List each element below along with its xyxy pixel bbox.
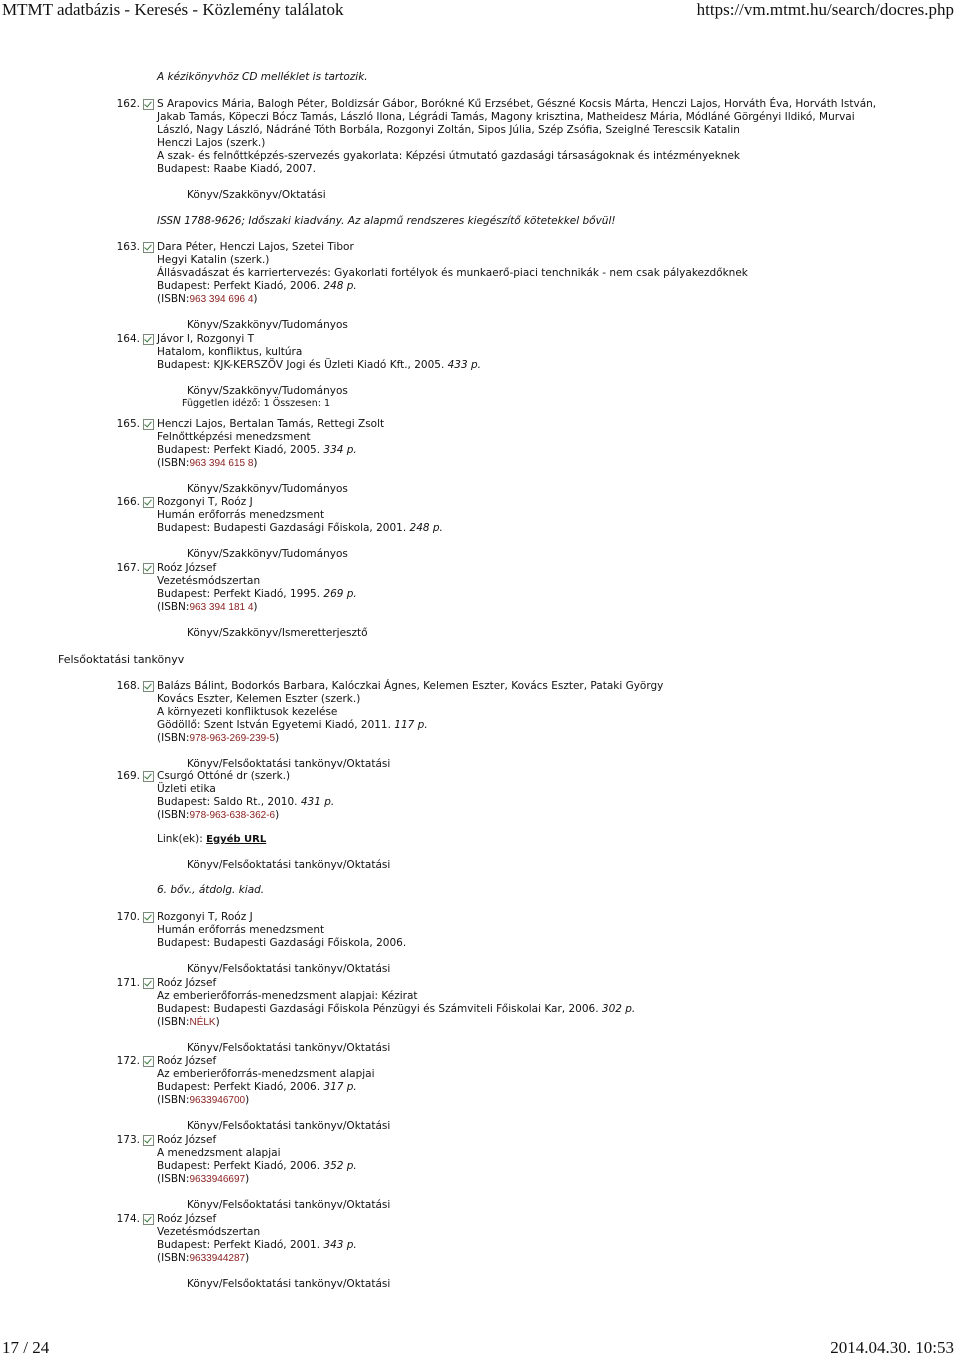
section-heading: Felsőoktatási tankönyv (58, 653, 185, 666)
entry-publisher: Gödöllő: Szent István Egyetemi Kiadó, 2011. 117 p. (157, 719, 428, 731)
entry-authors: S Arapovics Mária, Balogh Péter, Boldizsár Gábor, Borókné Kű Erzsébet, Gészné Kocsis Márta, Henczi Lajos, Horváth Éva, Horváth István, Jakab Tamás, Köpeczi Bócz Tamás, László Ilona, Légrádi Tamás, Magony krisztina, Matheidesz Mária, Módláné Görgényi Ildikó, Murvai László, Nagy László, Nádráné Tóth Borbála, Rozgonyi Zoltán, Sipos Júlia, Szép Zsófia, Szeiglné Terescsik Katalin (157, 98, 877, 136)
entry-category: Könyv/Felsőoktatási tankönyv/Oktatási (187, 859, 391, 871)
entry-category: Könyv/Szakkönyv/Tudományos (187, 385, 348, 397)
entry-pages: 317 p. (323, 1081, 357, 1093)
entry-publisher: Budapest: Budapesti Gazdasági Főiskola Pénzügyi és Számviteli Főiskolai Kar, 2006. 302 p. (157, 1003, 636, 1015)
page-counter: 17 / 24 (2, 1338, 50, 1357)
entry-authors: Rozgonyi T, Roóz J (157, 911, 253, 923)
select-checkbox[interactable] (143, 563, 154, 574)
entry-isbn: (ISBN:978-963-638-362-6) (157, 809, 280, 821)
select-checkbox[interactable] (143, 681, 154, 692)
entry-number: 167. (116, 562, 140, 574)
select-checkbox[interactable] (143, 419, 154, 430)
entry-category: Könyv/Felsőoktatási tankönyv/Oktatási (187, 1042, 391, 1054)
entry-pages: 334 p. (323, 444, 357, 456)
select-checkbox[interactable] (143, 497, 154, 508)
entry-isbn: (ISBN:9633946700) (157, 1094, 250, 1106)
entry-note: ISSN 1788-9626; Időszaki kiadvány. Az alapmű rendszeres kiegészítő kötetekkel bővül! (157, 215, 616, 227)
entry-category: Könyv/Szakkönyv/Tudományos (187, 319, 348, 331)
entry-pages: 343 p. (323, 1239, 357, 1251)
entry-pages: 248 p. (409, 522, 443, 534)
entry-publisher: Budapest: Perfekt Kiadó, 1995. 269 p. (157, 588, 357, 600)
entry-editor: Hegyi Katalin (szerk.) (157, 254, 270, 266)
entry-publisher: Budapest: Perfekt Kiadó, 2006. 352 p. (157, 1160, 357, 1172)
entry-category: Könyv/Felsőoktatási tankönyv/Oktatási (187, 963, 391, 975)
other-url-link[interactable]: Egyéb URL (206, 834, 267, 845)
entry-editor: Kovács Eszter, Kelemen Eszter (szerk.) (157, 693, 361, 705)
entry-category: Könyv/Felsőoktatási tankönyv/Oktatási (187, 1199, 391, 1211)
entry-publisher: Budapest: Perfekt Kiadó, 2006. 317 p. (157, 1081, 357, 1093)
entry-authors: Roóz József (157, 1134, 217, 1146)
entry-title: Vezetésmódszertan (157, 575, 261, 587)
entry-note: 6. bőv., átdolg. kiad. (157, 884, 265, 896)
entry-title: Felnőttképzési menedzsment (157, 431, 311, 443)
entry-isbn: (ISBN:9633944287) (157, 1252, 250, 1264)
entry-publisher: Budapest: Budapesti Gazdasági Főiskola, 2006. (157, 937, 407, 949)
entry-authors: Jávor I, Rozgonyi T (157, 333, 254, 345)
entry-isbn: (ISBN:978-963-269-239-5) (157, 732, 280, 744)
citation-count: Független idéző: 1 Összesen: 1 (182, 398, 331, 409)
entry-authors: Roóz József (157, 1055, 217, 1067)
select-checkbox[interactable] (143, 99, 154, 110)
entry-authors: Henczi Lajos, Bertalan Tamás, Rettegi Zsolt (157, 418, 385, 430)
entry-publisher: Budapest: Perfekt Kiadó, 2005. 334 p. (157, 444, 357, 456)
print-footer (0, 1338, 960, 1362)
entry-isbn: (ISBN:963 394 615 8) (157, 457, 258, 469)
entry-pages: 117 p. (394, 719, 428, 731)
entry-number: 170. (116, 911, 140, 923)
entry-title: Az emberierőforrás-menedzsment alapjai: Kézirat (157, 990, 418, 1002)
select-checkbox[interactable] (143, 912, 154, 923)
entry-pages: 269 p. (323, 588, 357, 600)
entry-title: Humán erőforrás menedzsment (157, 509, 325, 521)
print-header (0, 0, 960, 24)
page-url: https://vm.mtmt.hu/search/docres.php (696, 0, 954, 19)
entry-title: Humán erőforrás menedzsment (157, 924, 325, 936)
entry-authors: Roóz József (157, 562, 217, 574)
entry-category: Könyv/Felsőoktatási tankönyv/Oktatási (187, 758, 391, 770)
entry-number: 164. (116, 333, 140, 345)
entry-title: A szak- és felnőttképzés-szervezés gyakorlata: Képzési útmutató gazdasági társaságoknak és intézményeknek (157, 150, 740, 162)
entry-number: 172. (116, 1055, 140, 1067)
select-checkbox[interactable] (143, 1135, 154, 1146)
select-checkbox[interactable] (143, 334, 154, 345)
entry-isbn: (ISBN:9633946697) (157, 1173, 250, 1185)
previous-entry-note: A kézikönyvhöz CD melléklet is tartozik. (157, 71, 368, 83)
entry-title: A környezeti konfliktusok kezelése (157, 706, 338, 718)
select-checkbox[interactable] (143, 242, 154, 253)
entry-number: 174. (116, 1213, 140, 1225)
entry-publisher: Budapest: Perfekt Kiadó, 2006. 248 p. (157, 280, 357, 292)
entry-links: Link(ek): Egyéb URL (157, 833, 267, 845)
entry-publisher: Budapest: Perfekt Kiadó, 2001. 343 p. (157, 1239, 357, 1251)
entry-isbn: (ISBN:NÉLK) (157, 1016, 220, 1028)
entry-authors: Csurgó Ottóné dr (szerk.) (157, 770, 291, 782)
entry-category: Könyv/Szakkönyv/Ismeretterjesztő (187, 627, 368, 639)
entry-pages: 431 p. (300, 796, 335, 808)
entry-publisher: Budapest: Saldo Rt., 2010. 431 p. (157, 796, 335, 808)
entry-number: 171. (116, 977, 140, 989)
entry-isbn: (ISBN:963 394 181 4) (157, 601, 258, 613)
entry-authors: Roóz József (157, 1213, 217, 1225)
entry-number: 165. (116, 418, 140, 430)
entry-number: 173. (116, 1134, 140, 1146)
entry-title: Az emberierőforrás-menedzsment alapjai (157, 1068, 375, 1080)
entry-category: Könyv/Szakkönyv/Oktatási (187, 189, 326, 201)
entry-pages: 352 p. (323, 1160, 357, 1172)
entry-pages: 248 p. (323, 280, 357, 292)
entry-category: Könyv/Felsőoktatási tankönyv/Oktatási (187, 1120, 391, 1132)
entry-authors: Roóz József (157, 977, 217, 989)
entry-title: Hatalom, konfliktus, kultúra (157, 346, 303, 358)
entry-number: 163. (116, 241, 140, 253)
entry-number: 162. (116, 98, 140, 110)
entry-category: Könyv/Felsőoktatási tankönyv/Oktatási (187, 1278, 391, 1290)
entry-title: A menedzsment alapjai (157, 1147, 281, 1159)
entry-title: Állásvadászat és karriertervezés: Gyakorlati fortélyok és munkaerő-piaci tenchnikák - nem csak pályakezdőknek (157, 267, 748, 279)
entry-publisher: Budapest: KJK-KERSZÖV Jogi és Üzleti Kiadó Kft., 2005. 433 p. (157, 359, 482, 371)
select-checkbox[interactable] (143, 978, 154, 989)
entry-number: 169. (116, 770, 140, 782)
select-checkbox[interactable] (143, 1056, 154, 1067)
print-datetime: 2014.04.30. 10:53 (830, 1338, 954, 1357)
entry-title: Üzleti etika (157, 783, 216, 795)
entry-authors: Balázs Bálint, Bodorkós Barbara, Kalóczkai Ágnes, Kelemen Eszter, Kovács Eszter, Pataki György (157, 680, 664, 692)
entry-pages: 302 p. (601, 1003, 636, 1015)
entry-pages: 433 p. (447, 359, 482, 371)
entry-category: Könyv/Szakkönyv/Tudományos (187, 548, 348, 560)
page-title: MTMT adatbázis - Keresés - Közlemény találatok (2, 0, 344, 19)
entry-category: Könyv/Szakkönyv/Tudományos (187, 483, 348, 495)
select-checkbox[interactable] (143, 1214, 154, 1225)
entry-number: 166. (116, 496, 140, 508)
select-checkbox[interactable] (143, 771, 154, 782)
entry-isbn: (ISBN:963 394 696 4) (157, 293, 258, 305)
entry-publisher: Budapest: Budapesti Gazdasági Főiskola, 2001. 248 p. (157, 522, 443, 534)
entry-publisher: Budapest: Raabe Kiadó, 2007. (157, 163, 317, 175)
entry-title: Vezetésmódszertan (157, 1226, 261, 1238)
entry-authors: Dara Péter, Henczi Lajos, Szetei Tibor (157, 241, 354, 253)
entry-editor: Henczi Lajos (szerk.) (157, 137, 266, 149)
entry-number: 168. (116, 680, 140, 692)
entry-authors: Rozgonyi T, Roóz J (157, 496, 253, 508)
